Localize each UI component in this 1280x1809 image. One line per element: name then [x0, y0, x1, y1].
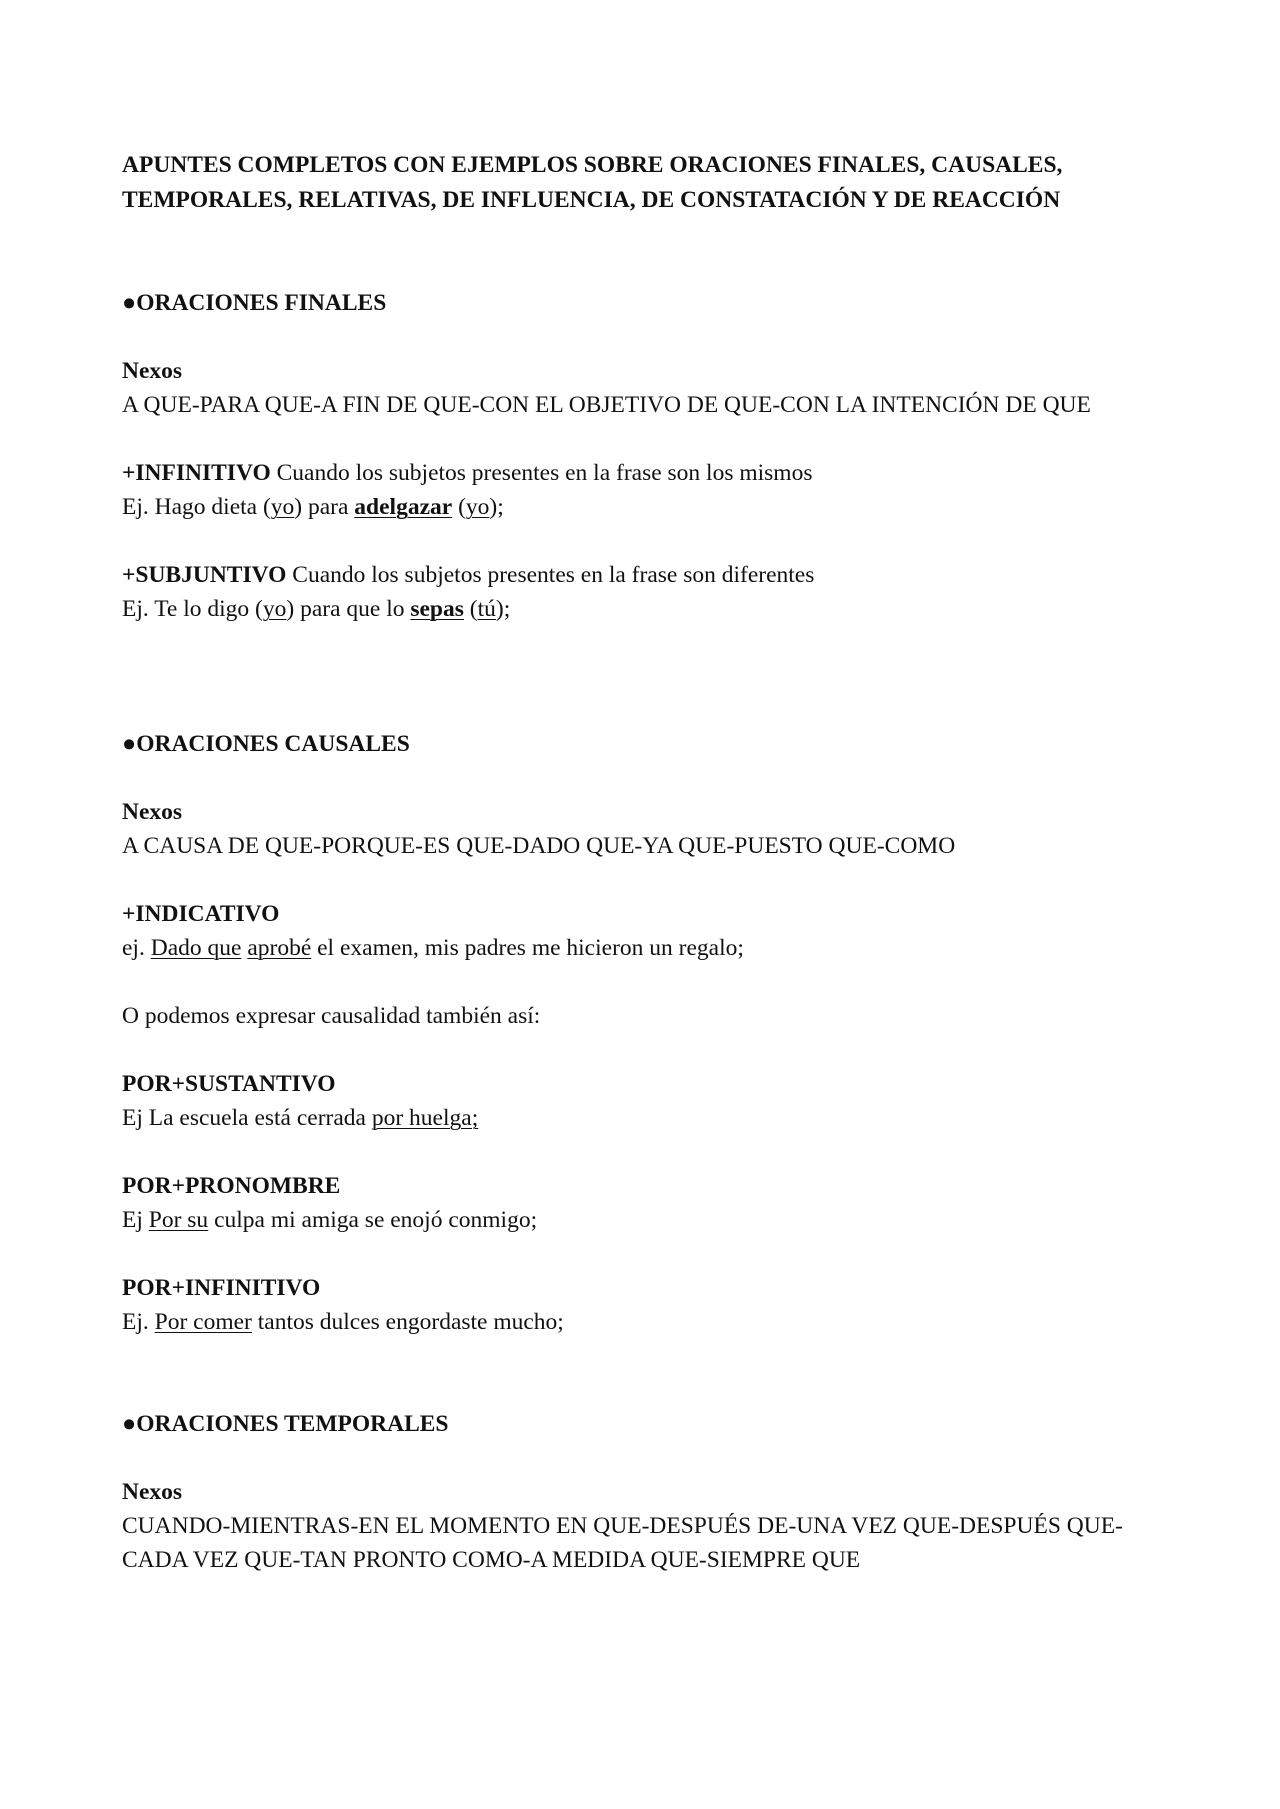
phrase-underlined: por huelga; — [371, 1105, 479, 1131]
document-title: APUNTES COMPLETOS CON EJEMPLOS SOBRE ORACIONES FINALES, CAUSALES, TEMPORALES, RELATIVAS, DE INFLUENCIA, DE CONSTATACIÓN Y DE REACCIÓN — [122, 152, 1063, 213]
section-finales — [122, 286, 1160, 626]
infinitivo-label: +INFINITIVO — [122, 460, 271, 486]
nexos-label: Nexos — [122, 1479, 183, 1505]
subject-underlined: yo — [262, 596, 287, 622]
infinitivo-description: Cuando los subjetos presentes en la frase son los mismos — [270, 460, 813, 486]
nexos-text: CUANDO-MIENTRAS-EN EL MOMENTO EN QUE-DESPUÉS DE-UNA VEZ QUE-DESPUÉS QUE-CADA VEZ QUE-TAN PRONTO COMO-A MEDIDA QUE-SIEMPRE QUE — [122, 1513, 1123, 1573]
section-temporales — [122, 1407, 1160, 1577]
section-heading-causales: ●ORACIONES CAUSALES — [122, 731, 410, 757]
verb-underlined: aprobé — [247, 935, 312, 961]
causalidad-intro: O podemos expresar causalidad también así: — [122, 1003, 541, 1029]
por-pronombre-example: Ej Por su culpa mi amiga se enojó conmigo; — [122, 1207, 538, 1233]
por-sustantivo-label: POR+SUSTANTIVO — [122, 1071, 336, 1097]
phrase-underlined: Por su — [148, 1207, 209, 1233]
nexos-label: Nexos — [122, 358, 183, 384]
por-pronombre-label: POR+PRONOMBRE — [122, 1173, 341, 1199]
indicativo-label: +INDICATIVO — [122, 901, 280, 927]
section-heading-finales: ●ORACIONES FINALES — [122, 290, 387, 316]
nexo-underlined: Dado que — [150, 935, 242, 961]
subject-underlined: yo — [270, 494, 295, 520]
nexos-text: A QUE-PARA QUE-A FIN DE QUE-CON EL OBJETIVO DE QUE-CON LA INTENCIÓN DE QUE — [122, 392, 1091, 418]
subjuntivo-example: Ej. Te lo digo (yo) para que lo sepas (tú); — [122, 596, 511, 622]
subjuntivo-label: +SUBJUNTIVO — [122, 562, 287, 588]
por-infinitivo-example: Ej. Por comer tantos dulces engordaste mucho; — [122, 1309, 564, 1335]
nexos-text: A CAUSA DE QUE-PORQUE-ES QUE-DADO QUE-YA QUE-PUESTO QUE-COMO — [122, 833, 956, 859]
subject-underlined: yo — [465, 494, 490, 520]
phrase-underlined: Por comer — [154, 1309, 252, 1335]
section-causales — [122, 727, 1160, 1339]
verb-highlight: adelgazar — [354, 494, 453, 520]
infinitivo-example: Ej. Hago dieta (yo) para adelgazar (yo); — [122, 494, 504, 520]
verb-highlight: sepas — [410, 596, 464, 622]
subjuntivo-description: Cuando los subjetos presentes en la frase son diferentes — [286, 562, 815, 588]
por-infinitivo-label: POR+INFINITIVO — [122, 1275, 321, 1301]
por-sustantivo-example: Ej La escuela está cerrada por huelga; — [122, 1105, 479, 1131]
infinitivo-rule — [122, 456, 1160, 490]
nexos-label: Nexos — [122, 799, 183, 825]
subjuntivo-rule — [122, 558, 1160, 592]
indicativo-example: ej. Dado que aprobé el examen, mis padres me hicieron un regalo; — [122, 935, 744, 961]
subject-underlined: tú — [477, 596, 496, 622]
section-heading-temporales: ●ORACIONES TEMPORALES — [122, 1411, 449, 1437]
